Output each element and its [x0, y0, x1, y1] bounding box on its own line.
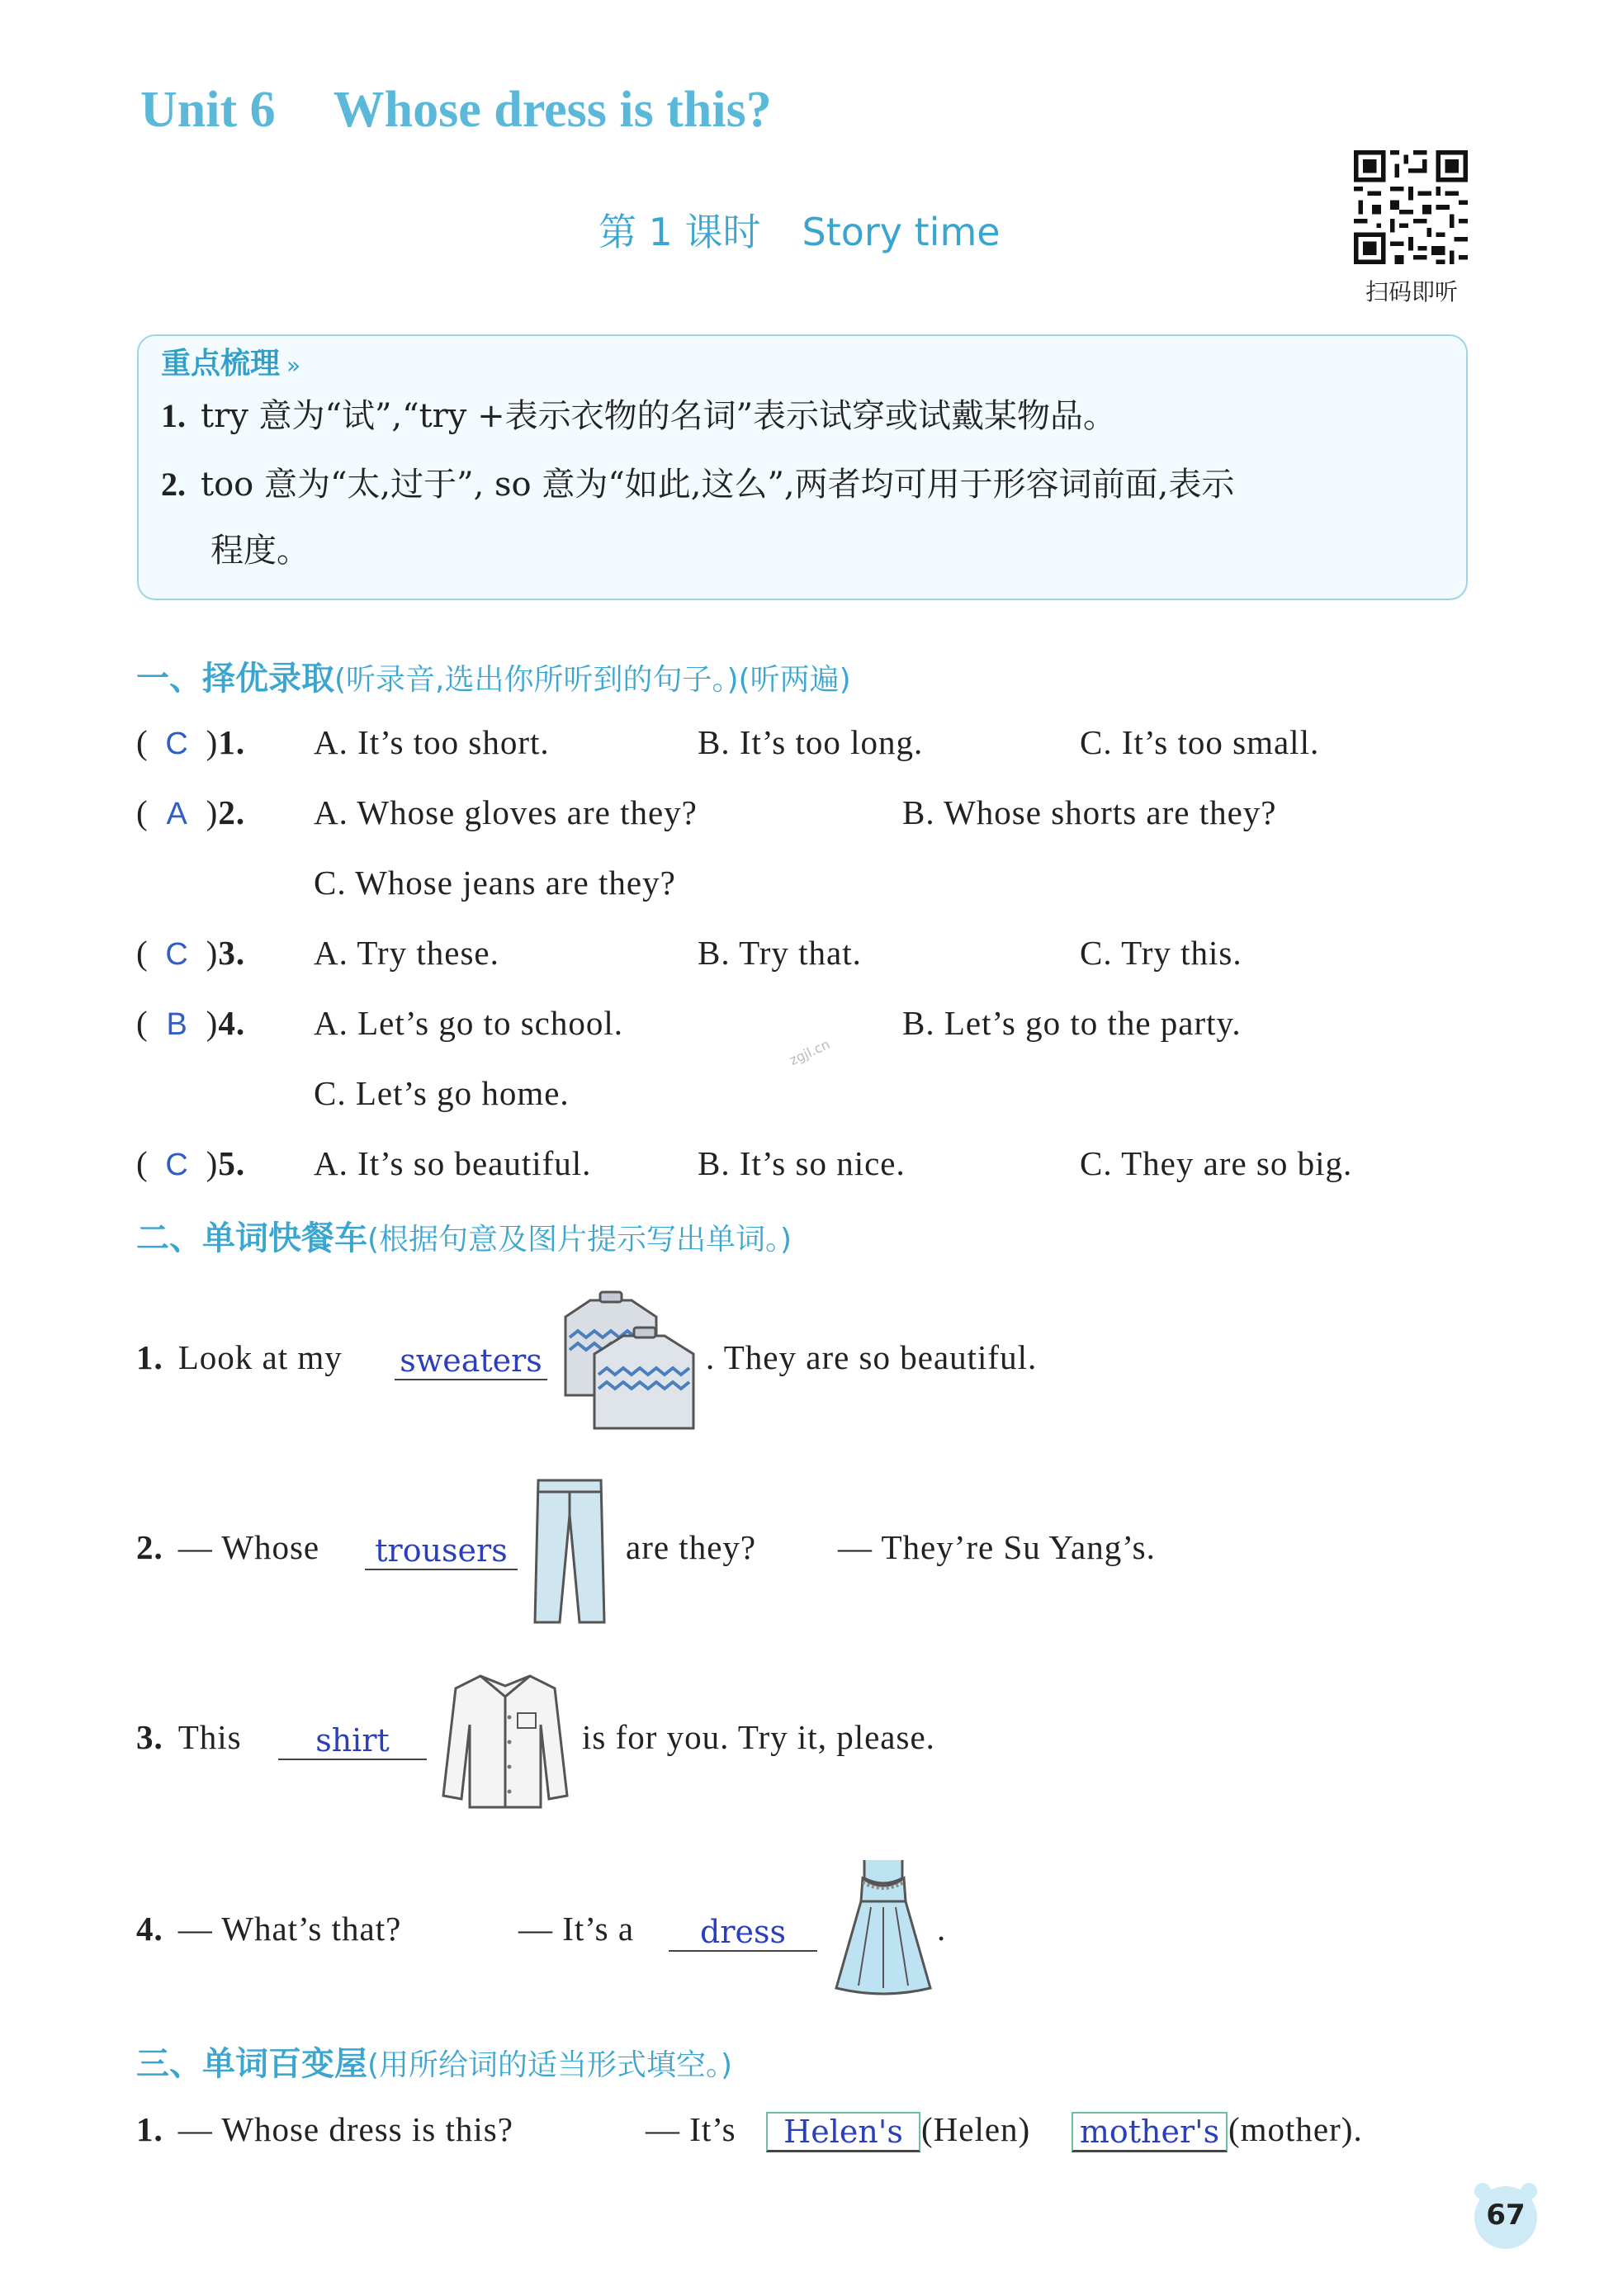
- item-number: 1.: [136, 2110, 163, 2148]
- word-blank-3[interactable]: [278, 1722, 427, 1760]
- word-hint-1: (Helen): [921, 2110, 1031, 2148]
- answer-choice[interactable]: B: [166, 1007, 188, 1042]
- form-blank-2[interactable]: [1072, 2112, 1228, 2152]
- answer-choice[interactable]: C: [165, 1148, 189, 1182]
- option-a: A. It’s too short.: [314, 723, 550, 761]
- option-a: A. Try these.: [314, 934, 499, 972]
- key-point-1: [161, 390, 1116, 437]
- trousers-icon: [528, 1474, 611, 1626]
- word-hint-2: (mother).: [1228, 2110, 1363, 2148]
- answer-blank[interactable]: dress: [669, 1914, 817, 1952]
- sentence-text: — What’s that?: [177, 1910, 402, 1948]
- item-number: 3.: [136, 1718, 163, 1756]
- option-c: C. Let’s go home.: [314, 1074, 570, 1112]
- key-points-title-text: 重点梳理: [161, 347, 281, 381]
- lesson-en: Story time: [802, 210, 1001, 254]
- watermark: zgjl.cn: [787, 1036, 833, 1068]
- item-number: 4.: [136, 1910, 163, 1948]
- page-number: 67: [1486, 2199, 1526, 2232]
- section-3-heading: 三、单词百变屋: [136, 2045, 367, 2083]
- section-2-heading: 二、单词快餐车: [136, 1219, 367, 1257]
- reply-text: — They’re Su Yang’s.: [838, 1528, 1156, 1566]
- answer-bracket: ( B ): [136, 1004, 219, 1042]
- sentence-text-2: — It’s: [646, 2110, 736, 2148]
- word-item-3: [136, 1717, 242, 1757]
- answer-blank[interactable]: shirt: [278, 1722, 427, 1760]
- chevron-icon: »: [286, 352, 301, 379]
- lesson-cn: 第 1 课时: [598, 210, 761, 254]
- section-3-note: (用所给词的适当形式填空。): [367, 2048, 733, 2082]
- option-b: B. Whose shorts are they?: [902, 793, 1277, 831]
- form-blank-1[interactable]: [766, 2112, 920, 2152]
- unit-label: Unit 6: [140, 82, 276, 138]
- key-points-title: [161, 340, 300, 382]
- section-2-title: [136, 1212, 792, 1259]
- option-b: B. Try that.: [698, 934, 862, 972]
- listening-question-4: [136, 1003, 260, 1043]
- answer-choice[interactable]: C: [165, 937, 189, 972]
- option-c: C. Try this.: [1080, 934, 1242, 972]
- form-item-1: [136, 2109, 513, 2149]
- word-blank-4[interactable]: [669, 1914, 817, 1952]
- option-a: A. Let’s go to school.: [314, 1004, 624, 1042]
- key-point-2-cont: 程度。: [211, 532, 310, 570]
- key-point-2: [161, 458, 1234, 505]
- option-b: B. Let’s go to the party.: [902, 1004, 1242, 1042]
- question-number: 4.: [218, 1004, 246, 1042]
- option-b: B. It’s so nice.: [698, 1144, 906, 1182]
- answer-choice[interactable]: A: [166, 797, 188, 831]
- section-3-title: [136, 2038, 732, 2085]
- listening-question-1: [136, 722, 260, 762]
- answer-blank[interactable]: Helen's: [766, 2112, 920, 2152]
- listening-question-3: [136, 933, 260, 973]
- listening-question-5: [136, 1143, 260, 1183]
- sentence-text: — Whose dress is this?: [177, 2110, 513, 2148]
- option-a: A. Whose gloves are they?: [314, 793, 698, 831]
- sentence-text: This: [177, 1718, 242, 1756]
- dress-icon: [830, 1853, 937, 1998]
- answer-bracket: ( A ): [136, 793, 219, 831]
- item-number: 1.: [136, 1338, 163, 1376]
- sentence-text: Look at my: [177, 1338, 343, 1376]
- option-c: C. They are so big.: [1080, 1144, 1353, 1182]
- answer-blank[interactable]: sweaters: [395, 1342, 547, 1380]
- question-number: 3.: [218, 934, 246, 972]
- item-number: 2.: [136, 1528, 163, 1566]
- option-a: A. It’s so beautiful.: [314, 1144, 592, 1182]
- section-1-title: [136, 652, 851, 699]
- shirt-icon: [439, 1668, 571, 1816]
- question-number: 5.: [218, 1144, 246, 1182]
- sentence-text-2: — It’s a: [518, 1910, 635, 1948]
- section-1-heading: 一、择优录取: [136, 660, 334, 698]
- unit-title: [140, 81, 772, 140]
- question-number: 1.: [218, 723, 246, 761]
- sweaters-icon: [557, 1288, 706, 1437]
- option-c: C. It’s too small.: [1080, 723, 1320, 761]
- answer-bracket: ( C ): [136, 934, 219, 972]
- word-blank-1[interactable]: [395, 1342, 547, 1380]
- question-number: 2.: [218, 793, 246, 831]
- listening-question-2: [136, 793, 260, 832]
- answer-blank[interactable]: trousers: [365, 1532, 518, 1570]
- qr-label: 扫码即听: [1365, 278, 1458, 305]
- word-item-4: [136, 1909, 401, 1948]
- sentence-after: . They are so beautiful.: [706, 1338, 1038, 1376]
- section-1-note: (听录音,选出你所听到的句子。)(听两遍): [334, 663, 851, 697]
- word-blank-2[interactable]: [365, 1532, 518, 1570]
- answer-blank[interactable]: mother's: [1072, 2112, 1228, 2152]
- qr-code-icon[interactable]: [1354, 150, 1468, 264]
- section-2-note: (根据句意及图片提示写出单词。): [367, 1223, 792, 1257]
- unit-name: Whose dress is this?: [333, 82, 772, 138]
- sentence-after: are they?: [626, 1528, 757, 1566]
- answer-bracket: ( C ): [136, 723, 219, 761]
- key-point-num: 1.: [161, 397, 186, 434]
- key-point-text: too 意为“太,过于”, so 意为“如此,这么”,两者均可用于形容词前面,表示: [201, 466, 1235, 504]
- word-item-2: [136, 1527, 319, 1567]
- key-point-text: try 意为“试”,“try +表示衣物的名词”表示试穿或试戴某物品。: [201, 397, 1117, 435]
- lesson-title: [598, 202, 1001, 257]
- key-point-num: 2.: [161, 466, 186, 503]
- option-b: B. It’s too long.: [698, 723, 924, 761]
- option-c: C. Whose jeans are they?: [314, 864, 676, 902]
- answer-choice[interactable]: C: [165, 727, 189, 761]
- sentence-after: .: [937, 1910, 947, 1948]
- word-item-1: [136, 1337, 343, 1377]
- answer-bracket: ( C ): [136, 1144, 219, 1182]
- sentence-text: — Whose: [177, 1528, 320, 1566]
- sentence-after: is for you. Try it, please.: [582, 1718, 935, 1756]
